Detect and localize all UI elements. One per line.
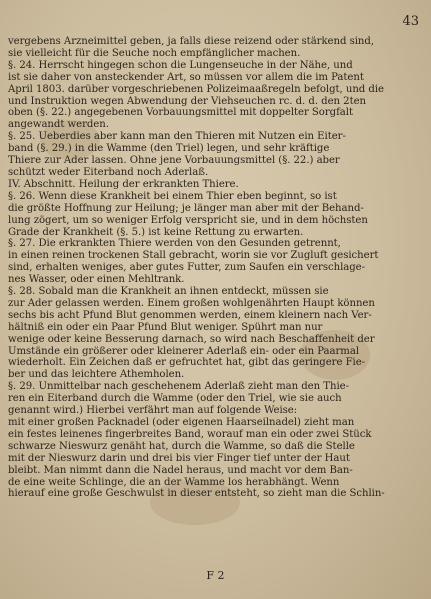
text-line: schützt weder Eiterband noch Aderlaß. bbox=[8, 166, 209, 178]
text-line: April 1803. darüber vorgeschriebenen Polizeimaaßregeln befolgt, und die bbox=[8, 83, 384, 95]
text-line: §. 27. Die erkrankten Thiere werden von den Gesunden getrennt, bbox=[8, 238, 341, 250]
text-line: ist sie daher von ansteckender Art, so müssen vor allem die im Patent bbox=[8, 71, 364, 83]
text-line: die größte Hoffnung zur Heilung; je länger man aber mit der Behand- bbox=[8, 202, 364, 214]
text-line: mit der Nieswurz darin und drei bis vier Finger tief unter der Haut bbox=[8, 452, 350, 464]
text-line: angewandt werden. bbox=[8, 119, 109, 131]
text-line: sind, erhalten weniges, aber gutes Futter, zum Saufen ein verschlage- bbox=[8, 262, 365, 274]
text-line: ein festes leinenes fingerbreites Band, worauf man ein oder zwei Stück bbox=[8, 428, 372, 440]
page-number: 43 bbox=[402, 14, 419, 29]
text-line: und Instruktion wegen Abwendung der Viehseuchen rc. d. d. den 2ten bbox=[8, 95, 367, 107]
text-line: Grade der Krankheit (§. 5.) ist keine Rettung zu erwarten. bbox=[8, 226, 304, 238]
text-line: lung zögert, um so weniger Erfolg verspricht sie, und in dem höchsten bbox=[8, 214, 368, 226]
text-line: §. 26. Wenn diese Krankheit bei einem Thier eben beginnt, so ist bbox=[8, 190, 337, 202]
text-line: genannt wird.) Hierbei verfährt man auf folgende Weise: bbox=[8, 405, 298, 417]
text-line: vergebens Arzneimittel geben, ja falls diese reizend oder stärkend sind, bbox=[8, 36, 374, 47]
text-line: IV. Abschnitt. Heilung der erkrankten Thiere. bbox=[8, 178, 239, 190]
text-line: §. 25. Ueberdies aber kann man den Thieren mit Nutzen ein Eiter- bbox=[8, 131, 346, 143]
text-line: zur Ader gelassen werden. Einem großen wohlgenährten Haupt können bbox=[8, 297, 375, 309]
text-line: hältniß ein oder ein Paar Pfund Blut weniger. Spührt man nur bbox=[8, 321, 323, 333]
text-line: in einen reinen trockenen Stall gebracht, worin sie vor Zugluft gesichert bbox=[8, 250, 379, 262]
text-line: sie vielleicht für die Seuche noch empfänglicher machen. bbox=[8, 47, 301, 59]
text-line: Thiere zur Ader lassen. Ohne jene Vorbauungsmittel (§. 22.) aber bbox=[8, 155, 340, 167]
text-line: band (§. 29.) in die Wamme (den Triel) legen, und sehr kräftige bbox=[8, 143, 330, 155]
text-line: §. 28. Sobald man die Krankheit an ihnen entdeckt, müssen sie bbox=[8, 286, 329, 298]
text-line: Umstände ein größerer oder kleinerer Aderlaß ein- oder ein Paarmal bbox=[8, 345, 360, 357]
text-line: bleibt. Man nimmt dann die Nadel heraus, und macht vor dem Ban- bbox=[8, 464, 353, 476]
text-line: wiederholt. Ein Zeichen daß er gefruchtet hat, gibt das geringere Fie- bbox=[8, 357, 366, 369]
text-line: wenige oder keine Besserung darnach, so wird nach Beschaffenheit der bbox=[8, 333, 375, 345]
text-line: nes Wasser, oder einen Mehltrank. bbox=[8, 274, 185, 286]
text-line: §. 24. Herrscht hingegen schon die Lungenseuche in der Nähe, und bbox=[8, 59, 353, 71]
text-line: hierauf eine große Geschwulst in dieser entsteht, so zieht man die Schlin- bbox=[8, 488, 385, 500]
printer-signature-mark: F 2 bbox=[206, 569, 225, 582]
text-line: schwarze Nieswurz genäht hat, durch die Wamme, so daß die Stelle bbox=[8, 440, 355, 452]
text-line: de eine weite Schlinge, die an der Wamme los herabhängt. Wenn bbox=[8, 476, 340, 488]
text-line: ber und das leichtere Athemholen. bbox=[8, 369, 185, 381]
body-text bbox=[8, 36, 423, 500]
text-line: sechs bis acht Pfund Blut genommen werden, einem kleinern nach Ver- bbox=[8, 309, 372, 321]
text-line: oben (§. 22.) angegebenen Vorbauungsmittel mit doppelter Sorgfalt bbox=[8, 107, 353, 119]
text-line: §. 29. Unmittelbar nach geschehenem Aderlaß zieht man den Thie- bbox=[8, 381, 349, 393]
text-line: mit einer großen Packnadel (oder eigenen Haarseilnadel) zieht man bbox=[8, 417, 355, 428]
text-line: ren ein Eiterband durch die Wamme (oder den Triel, wie sie auch bbox=[8, 393, 342, 405]
